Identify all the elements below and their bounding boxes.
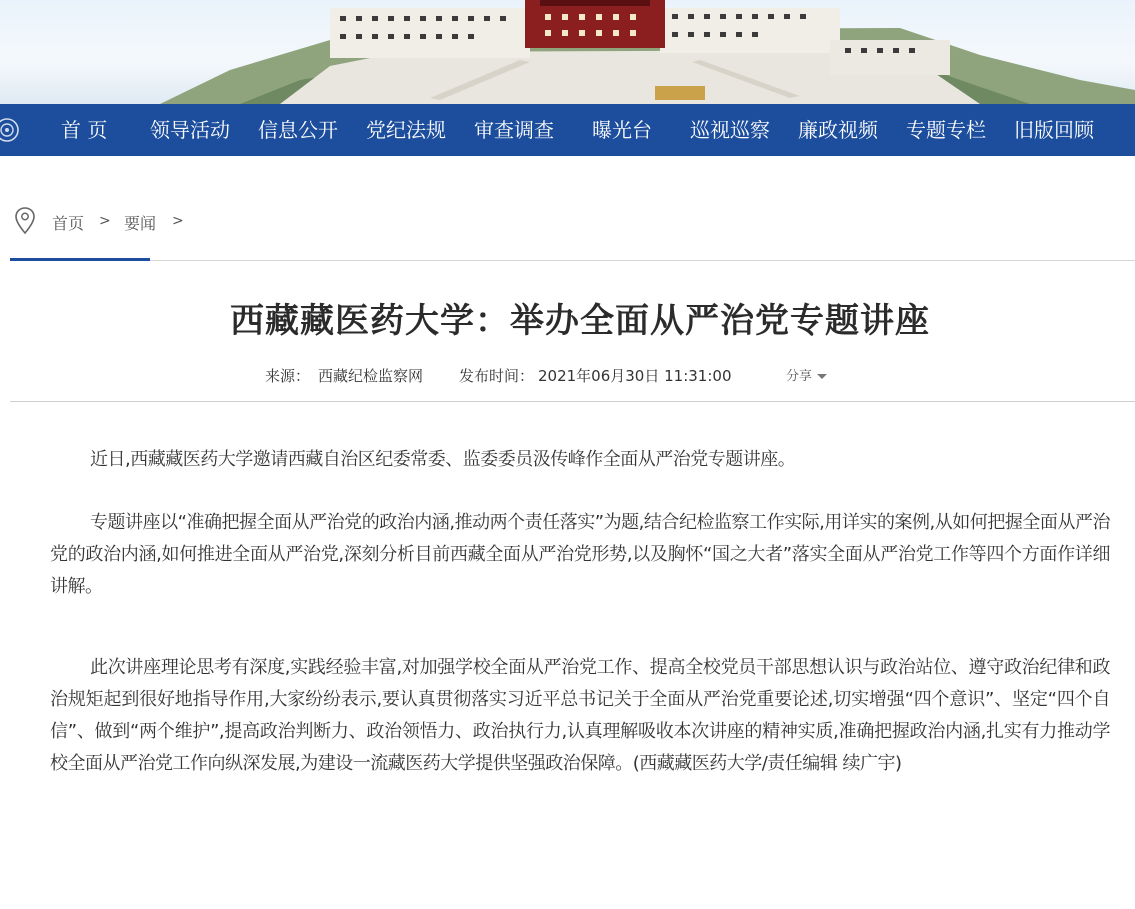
breadcrumb-home[interactable]: 首页	[52, 214, 85, 233]
main-nav	[0, 104, 1135, 156]
nav-item-investigation[interactable]: 审查调查	[474, 118, 554, 142]
published-value: 2021年06月30日 11:31:00	[538, 367, 732, 385]
nav-item-videos[interactable]: 廉政视频	[798, 118, 878, 142]
header-banner	[0, 0, 1135, 104]
potala-palace-image	[0, 0, 1135, 104]
location-pin-icon	[13, 206, 37, 236]
nav-item-regulations[interactable]: 党纪法规	[366, 118, 446, 142]
article-paragraph-2: 专题讲座以“准确把握全面从严治党的政治内涵,推动两个责任落实”为题,结合纪检监察工作实际,用详实的案例,从如何把握全面从严治党的政治内涵,如何推进全面从严治党,深刻分析目前西藏全面从严治党形势,以及胸怀“国之大者”落实全面从严治党工作等四个方面作详细讲解。	[50, 512, 1110, 597]
source-value: 西藏纪检监察网	[318, 367, 424, 385]
nav-item-leaders[interactable]: 领导活动	[150, 118, 230, 142]
nav-item-exposure[interactable]: 曝光台	[592, 118, 652, 142]
meta-divider	[10, 401, 1135, 402]
nav-item-inspection[interactable]: 巡视巡察	[690, 118, 770, 142]
article-paragraph-1: 近日,西藏藏医药大学邀请西藏自治区纪委常委、监委委员汲传峰作全面从严治党专题讲座。	[90, 449, 796, 470]
caret-down-icon	[817, 374, 827, 379]
share-button[interactable]	[786, 365, 827, 384]
breadcrumb-divider	[10, 260, 1135, 261]
emblem-icon	[0, 117, 20, 143]
breadcrumb-separator: >	[172, 213, 184, 229]
nav-item-topics[interactable]: 专题专栏	[906, 118, 986, 142]
nav-item-archive[interactable]: 旧版回顾	[1014, 118, 1094, 142]
breadcrumb-section[interactable]: 要闻	[124, 214, 157, 233]
article-title: 西藏藏医药大学：举办全面从严治党专题讲座	[230, 301, 930, 341]
breadcrumb-accent-bar	[10, 258, 150, 261]
source-label: 来源：	[265, 367, 311, 385]
nav-item-disclosure[interactable]: 信息公开	[258, 118, 338, 142]
published-label: 发布时间：	[459, 367, 535, 385]
share-label: 分享	[786, 369, 813, 384]
article-paragraph-3: 此次讲座理论思考有深度,实践经验丰富,对加强学校全面从严治党工作、提高全校党员干部思想认识与政治站位、遵守政治纪律和政治规矩起到很好地指导作用,大家纷纷表示,要认真贯彻落实习近平总书记关于全面从严治党重要论述,切实增强“四个意识”、坚定“四个自信”、做到“两个维护”,提高政治判断力、政治领悟力、政治执行力,认真理解吸收本次讲座的精神实质,准确把握政治内涵,扎实有力推动学校全面从严治党工作向纵深发展,为建设一流藏医药大学提供坚强政治保障。(西藏藏医药大学/责任编辑 续广宇)	[50, 657, 1110, 774]
nav-item-home[interactable]: 首 页	[61, 118, 108, 142]
breadcrumb-separator: >	[99, 213, 111, 229]
